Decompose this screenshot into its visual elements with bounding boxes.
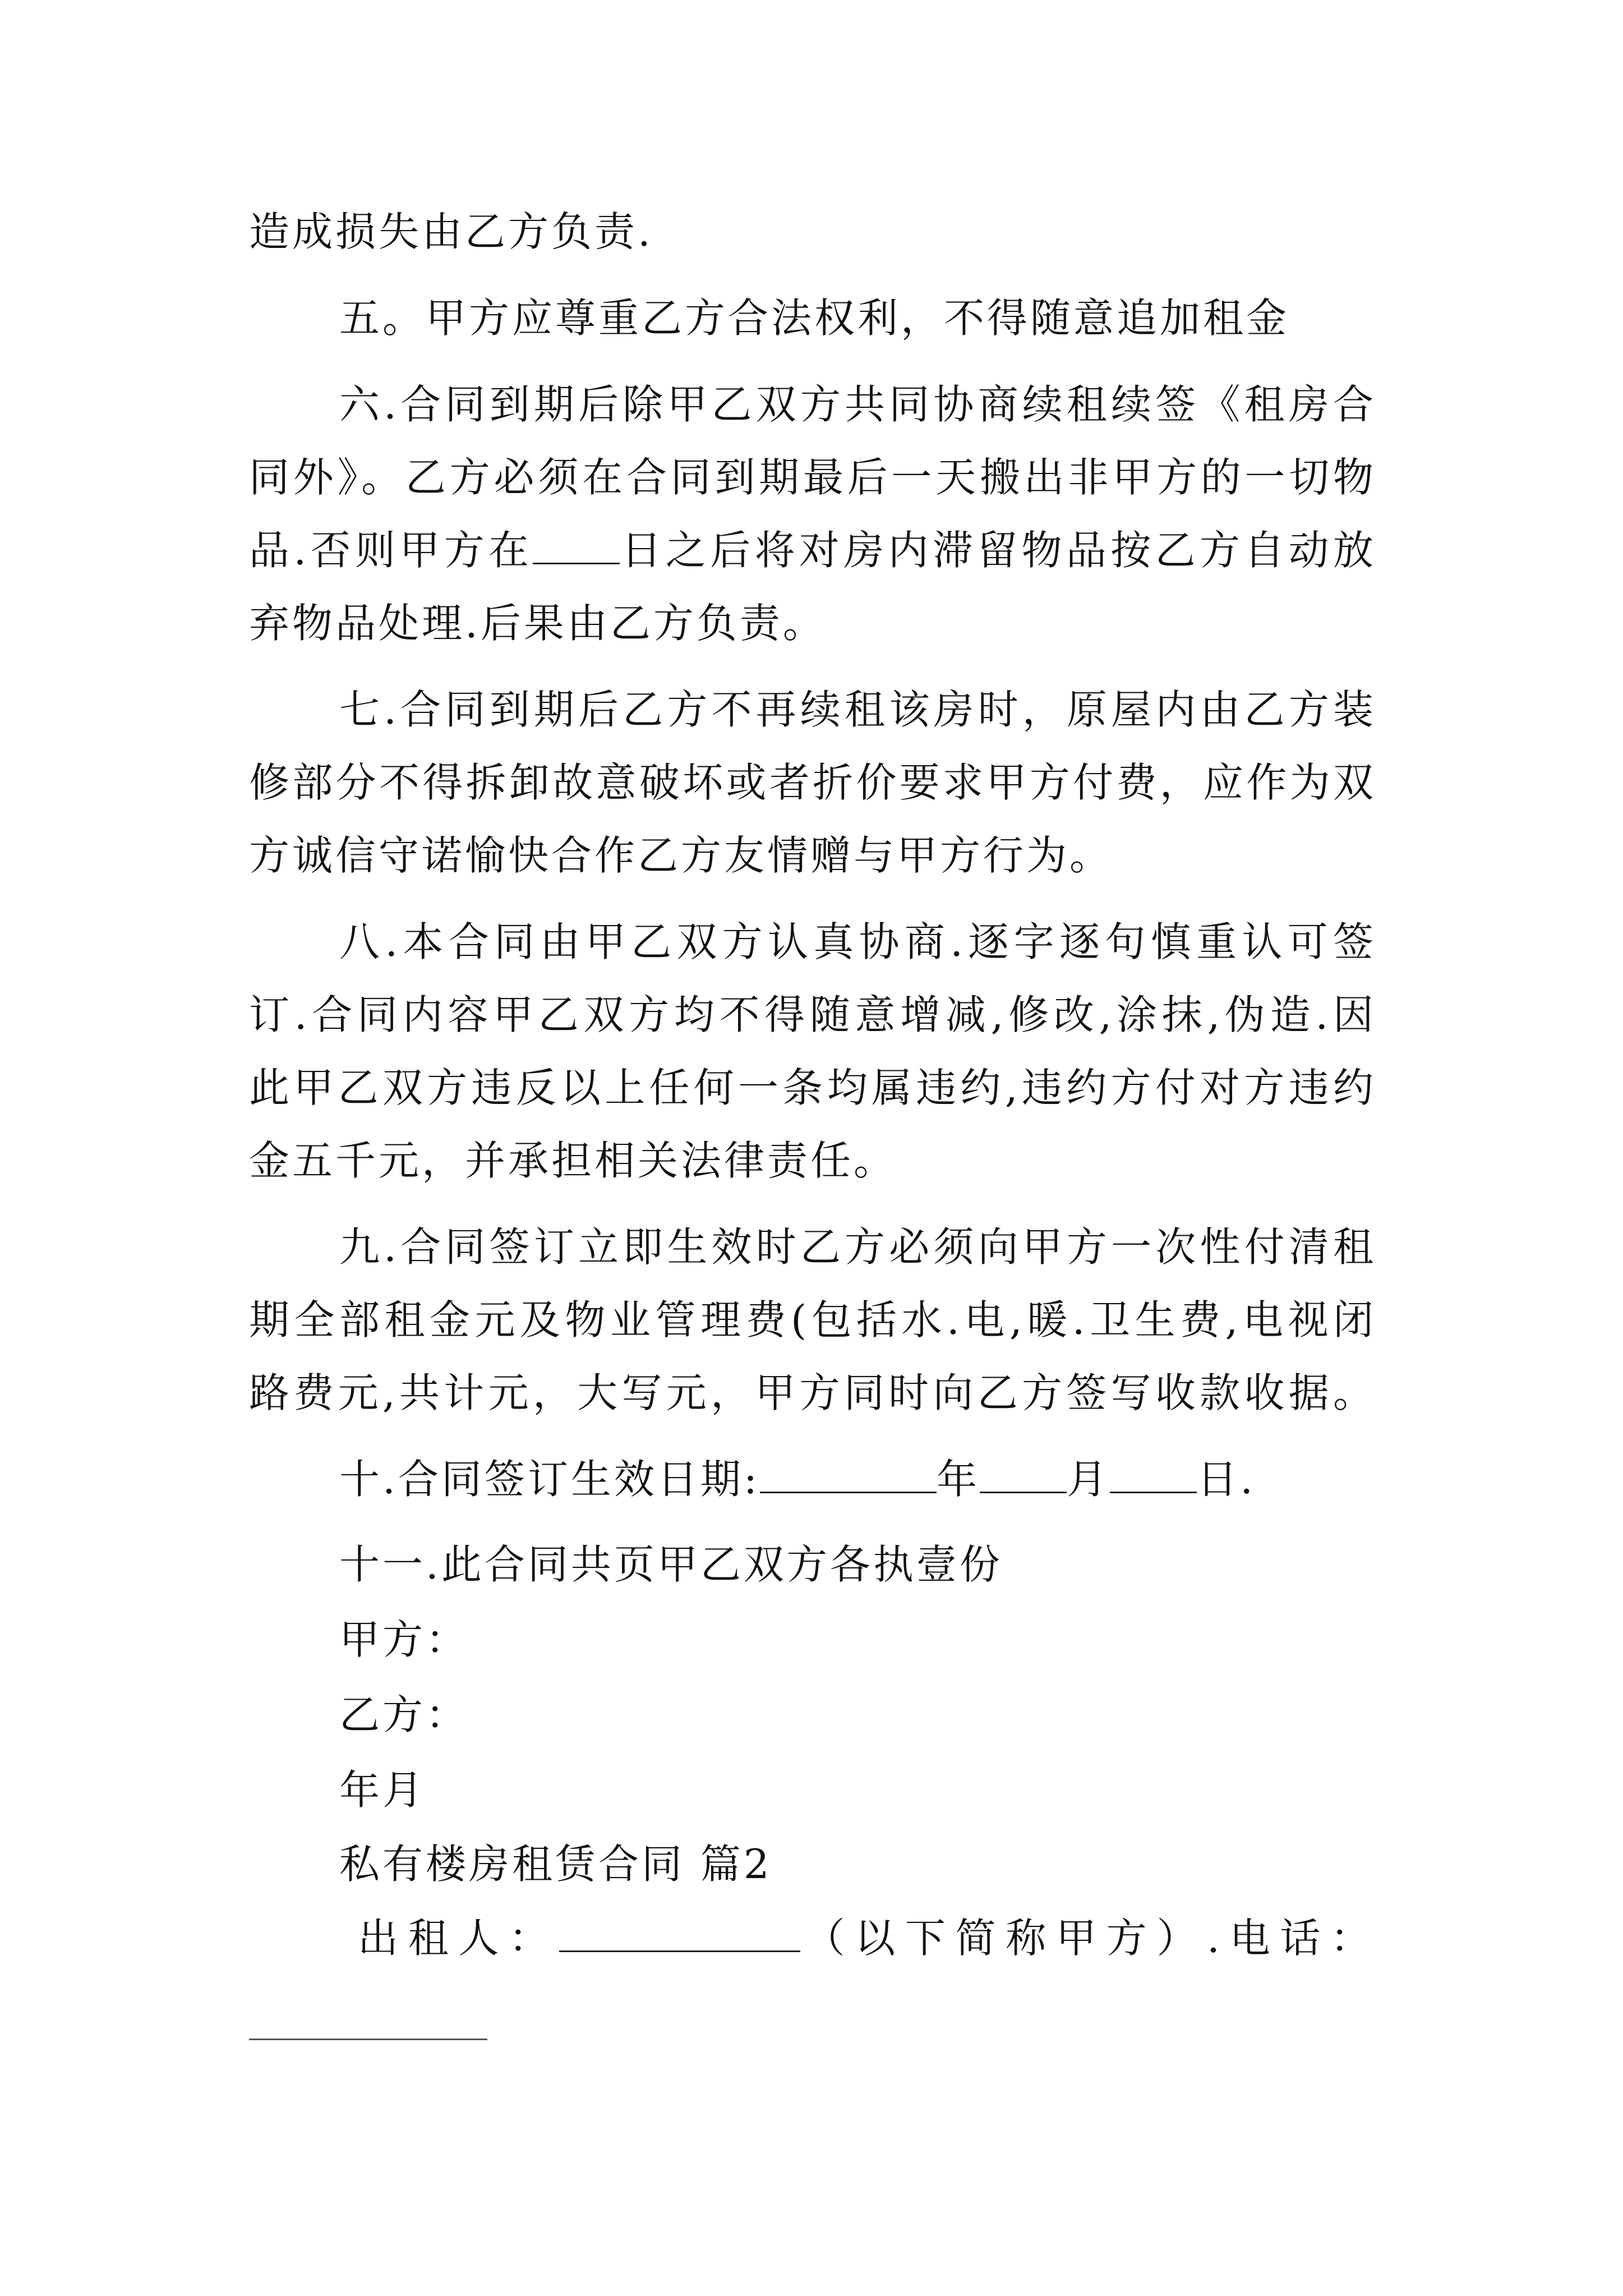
text-line: 修部分不得拆卸故意破坏或者折价要求甲方付费，应作为双 <box>249 759 1376 806</box>
footnote-rule <box>249 2039 487 2040</box>
text-segment: 品.否则甲方在 <box>249 527 533 574</box>
lessor-line <box>358 1913 1376 1963</box>
text-segment: （以下简称甲方）.电话： <box>800 1915 1376 1962</box>
clause-11: 十一.此合同共页甲乙双方各执壹份 <box>339 1541 1003 1588</box>
blank-underline <box>533 531 620 564</box>
blank-underline <box>1110 1460 1197 1493</box>
text-segment: 十.合同签订生效日期: <box>339 1456 760 1503</box>
text-line: 订.合同内容甲乙双方均不得随意增减,修改,涂抹,伪造.因 <box>249 991 1376 1038</box>
clause-9: 九.合同签订立即生效时乙方必须向甲方一次性付清租 <box>339 1223 1376 1271</box>
text-line: 弃物品处理.后果由乙方负责。 <box>249 600 826 647</box>
text-line: 造成损失由乙方负责. <box>249 208 653 255</box>
clause-8: 八.本合同由甲乙双方认真协商.逐字逐句慎重认可签 <box>339 918 1376 965</box>
text-segment: 出租人： <box>358 1915 559 1962</box>
blank-underline <box>760 1460 937 1493</box>
text-segment: 年 <box>937 1456 980 1503</box>
party-a-signature: 甲方： <box>339 1616 469 1663</box>
blank-underline <box>559 1919 800 1952</box>
clause-10 <box>339 1454 1256 1504</box>
text-segment: 月 <box>1067 1456 1110 1503</box>
clause-5: 五。甲方应尊重乙方合法权利，不得随意追加租金 <box>339 295 1290 342</box>
party-b-signature: 乙方： <box>339 1691 469 1738</box>
text-segment: 日之后将对房内滞留物品按乙方自动放 <box>620 527 1376 574</box>
blank-underline <box>980 1460 1067 1493</box>
text-line <box>249 525 1376 576</box>
text-line: 金五千元，并承担相关法律责任。 <box>249 1137 897 1184</box>
section-title: 私有楼房租赁合同 篇2 <box>339 1841 772 1888</box>
clause-6: 六.合同到期后除甲乙双方共同协商续租续签《租房合 <box>339 381 1376 428</box>
text-line: 同外》。乙方必须在合同到期最后一天搬出非甲方的一切物 <box>249 454 1376 501</box>
text-line: 方诚信守诺愉快合作乙方友情赠与甲方行为。 <box>249 832 1113 879</box>
text-line: 此甲乙双方违反以上任何一条均属违约,违约方付对方违约 <box>249 1064 1376 1111</box>
text-line: 期全部租金元及物业管理费(包括水.电,暖.卫生费,电视闭 <box>249 1296 1376 1343</box>
text-segment: 日. <box>1197 1456 1256 1503</box>
text-line: 路费元,共计元，大写元，甲方同时向乙方签写收款收据。 <box>249 1369 1376 1416</box>
date-line: 年月 <box>339 1766 426 1814</box>
clause-7: 七.合同到期后乙方不再续租该房时，原屋内由乙方装 <box>339 686 1376 733</box>
